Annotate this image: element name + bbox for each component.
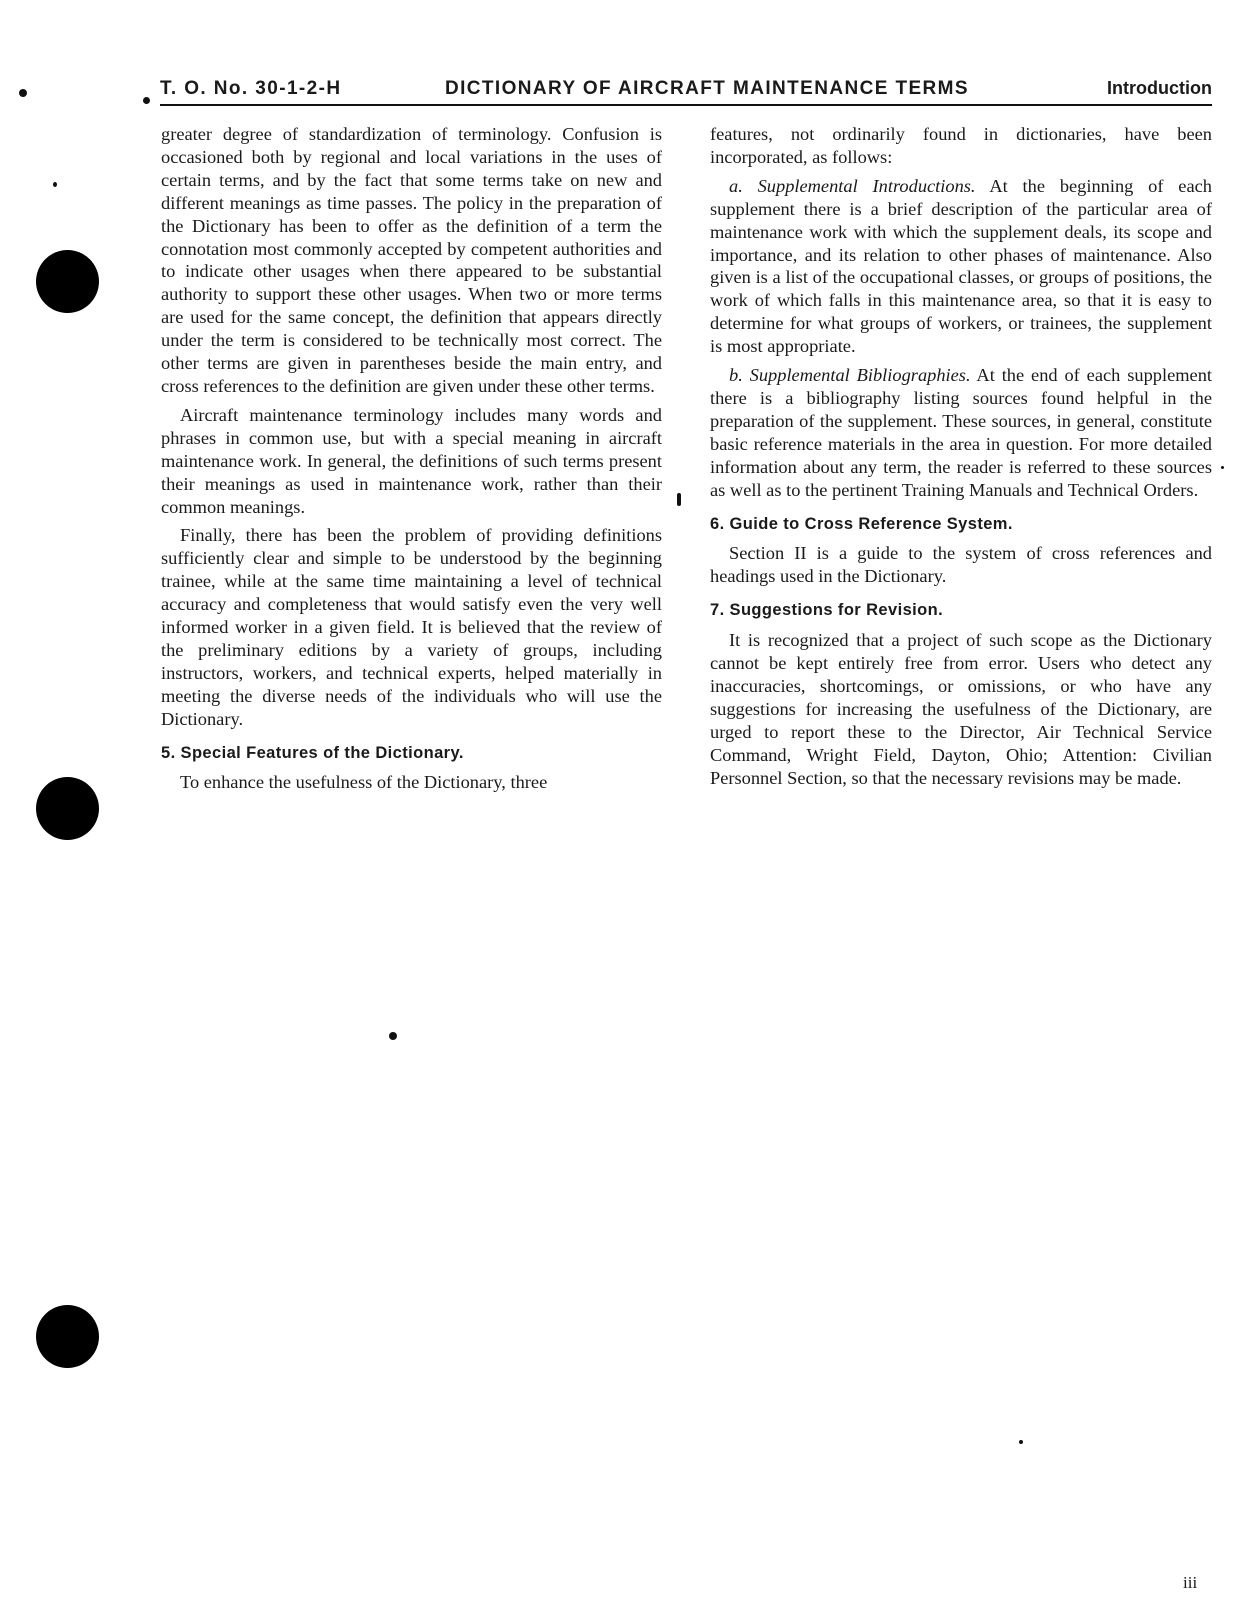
item-b-text: At the end of each supplement there is a bibliography listing sources found helpful in the preparation of the supplement. These sources, in general, constitute basic reference materials in the area in question. For more detailed information about any term, the reader is referred to these sources as well as to the pertinent Training Manuals and Technical Orders. xyxy=(710,365,1213,500)
paragraph: greater degree of standardization of terminology. Confusion is occasioned both by regional and local variations in the uses of certain terms, and by the fact that some terms take on new and different meanings as time passes. The policy in the preparation of the Dictionary has been to offer as the definition of a term the connotation most commonly accepted by competent authorities and to indicate other usages when there appeared to be substantial authority to support these other usages. When two or more terms are used for the same concept, the definition that appears directly under the term is considered to be technically most correct. The other terms are given in parentheses beside the main entry, and cross references to the definition are given under these other terms. xyxy=(161,124,662,396)
scan-speck xyxy=(1221,466,1224,469)
punch-hole-bottom xyxy=(36,1305,99,1368)
section-heading-6: 6. Guide to Cross Reference System. xyxy=(710,514,1013,533)
running-header xyxy=(160,78,1212,106)
paragraph: Finally, there has been the problem of providing definitions sufficiently clear and simple to be understood by the beginning trainee, while at the same time maintaining a level of technical accuracy and completeness that would satisfy even the very well informed worker in a given field. It is believed that the review of the preliminary editions by a variety of groups, including instructors, workers, and technical experts, helped materially in meeting the diverse needs of the individuals who will use the Dictionary. xyxy=(161,525,662,729)
item-b-label: b. Supplemental Bibliographies. xyxy=(729,365,971,386)
scan-speck xyxy=(389,1032,397,1040)
section-heading-5: 5. Special Features of the Dictionary. xyxy=(161,743,464,762)
document-title: DICTIONARY OF AIRCRAFT MAINTENANCE TERMS xyxy=(445,78,969,99)
paragraph: It is recognized that a project of such scope as the Dictionary cannot be kept entirely free from error. Users who detect any inaccuracies, shortcomings, or omissions, or who have any suggestions for increasing the usefulness of the Dictionary, are urged to report these to the Director, Air Technical Service Command, Wright Field, Dayton, Ohio; Attention: Civilian Personnel Section, so that the necessary revisions may be made. xyxy=(710,630,1212,788)
punch-hole-top xyxy=(36,250,99,313)
document-number: T. O. No. 30-1-2-H xyxy=(160,78,342,99)
item-a-label: a. Supplemental Introductions. xyxy=(729,175,976,196)
paragraph: To enhance the usefulness of the Dictionary, three xyxy=(180,772,548,793)
scan-speck xyxy=(19,89,27,97)
list-item-b xyxy=(710,364,1212,501)
paragraph: Section II is a guide to the system of cross references and headings used in the Dictionary. xyxy=(710,543,1212,587)
scan-speck xyxy=(53,182,57,187)
right-column xyxy=(710,123,1212,795)
paragraph: Aircraft maintenance terminology includes many words and phrases in common use, but with a special meaning in aircraft maintenance work. In general, the definitions of such terms present their meanings as used in maintenance work, rather than their common meanings. xyxy=(161,404,662,517)
punch-hole-middle xyxy=(36,777,99,840)
scan-speck xyxy=(677,493,681,506)
item-a-text: At the beginning of each supplement there is a brief description of the particular area of maintenance work with which the supplement deals, its scope and importance, and its relation to other phases of maintenance. Also given is a list of the occupational classes, or groups of positions, the work of which falls in this maintenance area, so that it is easy to determine for what groups of workers, or trainees, the supplement is most appropriate. xyxy=(710,175,1212,357)
section-name: Introduction xyxy=(1107,78,1212,98)
left-column xyxy=(161,123,662,800)
section-heading-7: 7. Suggestions for Revision. xyxy=(710,601,944,620)
paragraph: features, not ordinarily found in dictionaries, have been incorporated, as follows: xyxy=(710,124,1212,167)
scan-speck xyxy=(143,97,150,104)
list-item-a xyxy=(710,175,1212,358)
scan-speck xyxy=(1019,1440,1023,1444)
page-number: iii xyxy=(1183,1573,1198,1592)
